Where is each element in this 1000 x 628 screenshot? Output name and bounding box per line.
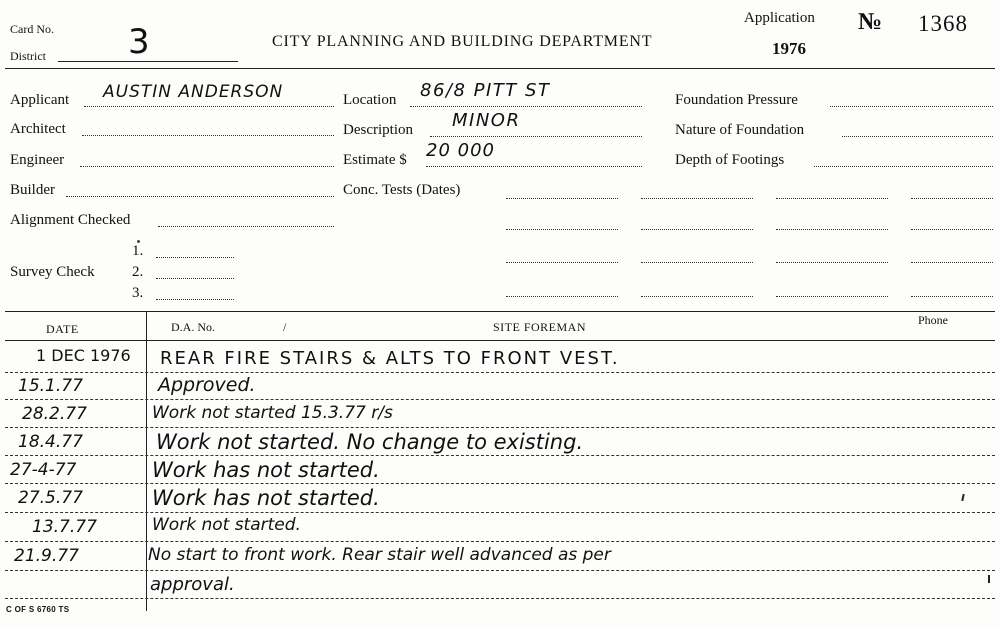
- application-year: 1976: [772, 39, 806, 58]
- conc-test-line: [911, 198, 993, 199]
- entry-date: 13.7.77: [32, 517, 97, 537]
- application-number: 1368: [918, 11, 968, 36]
- engineer-line: [80, 166, 334, 167]
- depth-of-footings-label: Depth of Footings: [675, 152, 785, 168]
- location-value: 86/8 PITT ST: [420, 80, 551, 101]
- alignment-label: Alignment Checked: [10, 212, 131, 228]
- row-line: [5, 512, 995, 513]
- conc-test-line: [641, 229, 753, 230]
- survey-2-line: [156, 278, 234, 279]
- pen-mark: [961, 494, 964, 501]
- architect-line: [82, 135, 334, 136]
- row-line: [5, 455, 995, 456]
- depth-of-footings-line: [814, 166, 993, 167]
- description-label: Description: [343, 122, 413, 138]
- entry-date: 27-4-77: [10, 460, 77, 480]
- survey-2-label: 2.: [132, 264, 144, 280]
- entry-date: 15.1.77: [18, 376, 83, 396]
- conc-test-line: [776, 296, 888, 297]
- conc-test-line: [776, 262, 888, 263]
- log-top-border: [5, 311, 995, 312]
- pen-mark: [988, 575, 990, 583]
- conc-test-line: [506, 229, 618, 230]
- location-line: [410, 106, 642, 107]
- site-foreman-header: SITE FOREMAN: [493, 320, 587, 334]
- conc-test-line: [911, 262, 993, 263]
- estimate-value: 20 000: [426, 140, 495, 161]
- nature-of-foundation-line: [842, 136, 993, 137]
- entry-date: 18.4.77: [18, 432, 83, 452]
- entry-text: No start to front work. Rear stair well advanced as per: [148, 545, 611, 565]
- conc-test-line: [641, 296, 753, 297]
- entry-date: 1 DEC 1976: [36, 346, 131, 365]
- phone-header: Phone: [918, 313, 948, 327]
- survey-3-label: 3.: [132, 285, 144, 301]
- estimate-line: [426, 166, 642, 167]
- row-line: [5, 570, 995, 571]
- row-line: [5, 541, 995, 542]
- applicant-label: Applicant: [10, 92, 70, 108]
- description-value: MINOR: [452, 110, 521, 131]
- conc-test-line: [776, 198, 888, 199]
- entry-text: REAR FIRE STAIRS & ALTS TO FRONT VEST.: [160, 348, 620, 369]
- entry-text: Work not started.: [152, 515, 301, 535]
- survey-1-line: [156, 257, 234, 258]
- estimate-label: Estimate $: [343, 152, 407, 168]
- foundation-pressure-label: Foundation Pressure: [675, 92, 798, 108]
- engineer-label: Engineer: [10, 152, 65, 168]
- district-value: 3: [128, 22, 150, 62]
- department-title: CITY PLANNING AND BUILDING DEPARTMENT: [272, 33, 653, 50]
- nature-of-foundation-label: Nature of Foundation: [675, 122, 805, 138]
- log-header-border: [5, 340, 995, 341]
- entry-text: approval.: [150, 574, 235, 595]
- form-code: C OF S 6760 TS: [6, 605, 70, 614]
- applicant-line: [84, 106, 334, 107]
- builder-line: [66, 196, 334, 197]
- alignment-line: [158, 226, 334, 227]
- entry-date: 21.9.77: [14, 546, 79, 566]
- conc-test-line: [506, 296, 618, 297]
- pen-dot: [137, 240, 140, 243]
- da-slash: /: [283, 320, 287, 334]
- location-label: Location: [343, 92, 397, 108]
- da-no-header: D.A. No.: [171, 320, 215, 334]
- row-line: [5, 598, 995, 599]
- foundation-pressure-line: [830, 106, 993, 107]
- conc-test-line: [641, 262, 753, 263]
- conc-test-line: [641, 198, 753, 199]
- applicant-value: AUSTIN ANDERSON: [103, 82, 284, 102]
- conc-test-line: [911, 296, 993, 297]
- entry-text: Work has not started.: [152, 458, 380, 482]
- row-line: [5, 427, 995, 428]
- entry-text: Work not started. No change to existing.: [156, 430, 584, 454]
- date-header: DATE: [46, 322, 79, 336]
- row-line: [5, 483, 995, 484]
- survey-check-label: Survey Check: [10, 264, 95, 280]
- number-symbol: №: [858, 9, 883, 35]
- conc-test-line: [911, 229, 993, 230]
- architect-label: Architect: [10, 121, 66, 137]
- conc-tests-label: Conc. Tests (Dates): [343, 182, 461, 198]
- row-line: [5, 399, 995, 400]
- description-line: [430, 136, 642, 137]
- entry-text: Work not started 15.3.77 r/s: [152, 403, 393, 423]
- row-line: [5, 372, 995, 373]
- conc-test-line: [776, 229, 888, 230]
- application-label: Application: [744, 10, 815, 26]
- entry-date: 27.5.77: [18, 488, 83, 508]
- header-divider: [5, 68, 995, 69]
- date-column-divider: [146, 311, 147, 611]
- district-label: District: [10, 49, 46, 63]
- entry-text: Work has not started.: [152, 486, 380, 510]
- builder-label: Builder: [10, 182, 55, 198]
- survey-3-line: [156, 299, 234, 300]
- entry-text: Approved.: [158, 374, 256, 396]
- conc-test-line: [506, 262, 618, 263]
- survey-1-label: 1.: [132, 243, 144, 259]
- card-no-label: Card No.: [10, 22, 54, 36]
- conc-test-line: [506, 198, 618, 199]
- entry-date: 28.2.77: [22, 404, 87, 424]
